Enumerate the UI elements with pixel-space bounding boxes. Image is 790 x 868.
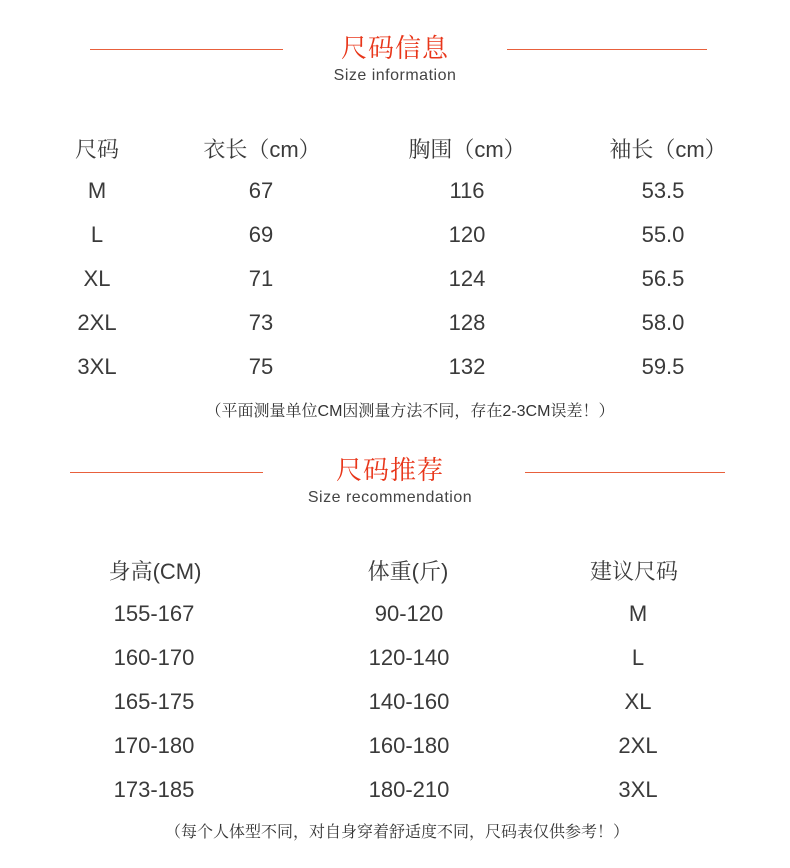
weight-cell: 90-120 [374,601,444,626]
chest-cell: 128 [448,310,486,335]
weight-cell: 120-140 [368,645,450,670]
header-size: 尺码 [74,137,120,162]
height-cell: 170-180 [113,733,195,758]
weight-cell: 180-210 [368,777,450,802]
length-cell: 69 [248,222,274,247]
height-cell: 155-167 [113,601,195,626]
size-cell: L [90,222,104,247]
chest-cell: 120 [448,222,486,247]
weight-cell: 140-160 [368,689,450,714]
suggested-size-cell: 2XL [618,733,658,758]
size-cell: 3XL [77,354,117,379]
section1-right-rule [507,49,707,50]
section2-left-rule [70,472,263,473]
sleeve-cell: 53.5 [641,178,685,203]
size-cell: XL [83,266,111,291]
weight-cell: 160-180 [368,733,450,758]
measurement-note: （平面测量单位CM因测量方法不同，存在2-3CM误差！） [205,403,615,420]
size-cell: 2XL [77,310,117,335]
chest-cell: 116 [449,178,485,203]
suggested-size-cell: XL [624,689,652,714]
section2-title: 尺码推荐 [335,455,444,485]
section1-title: 尺码信息 [340,33,449,63]
length-cell: 75 [248,354,274,379]
section1-subtitle: Size information [333,67,457,84]
section2-right-rule [525,472,725,473]
length-cell: 67 [248,178,274,203]
length-cell: 71 [248,266,274,291]
sleeve-cell: 58.0 [641,310,685,335]
size-cell: M [87,178,107,203]
length-cell: 73 [248,310,274,335]
sleeve-cell: 56.5 [641,266,685,291]
header-chest: 胸围（cm） [408,137,526,162]
section1-left-rule [90,49,283,50]
chest-cell: 132 [448,354,486,379]
header-weight: 体重(斤) [367,559,449,584]
chest-cell: 124 [448,266,486,291]
suggested-size-cell: L [631,645,645,670]
height-cell: 165-175 [113,689,195,714]
suggested-size-cell: M [628,601,648,626]
recommendation-note: （每个人体型不同，对自身穿着舒适度不同，尺码表仅供参考！） [164,824,630,841]
section2-subtitle: Size recommendation [307,489,473,506]
sleeve-cell: 59.5 [641,354,685,379]
suggested-size-cell: 3XL [618,777,658,802]
sleeve-cell: 55.0 [641,222,685,247]
height-cell: 160-170 [113,645,195,670]
header-sleeve: 袖长（cm） [609,137,727,162]
header-height: 身高(CM) [108,559,202,584]
height-cell: 173-185 [113,777,195,802]
header-length: 衣长（cm） [203,137,321,162]
header-suggested-size: 建议尺码 [589,559,679,584]
